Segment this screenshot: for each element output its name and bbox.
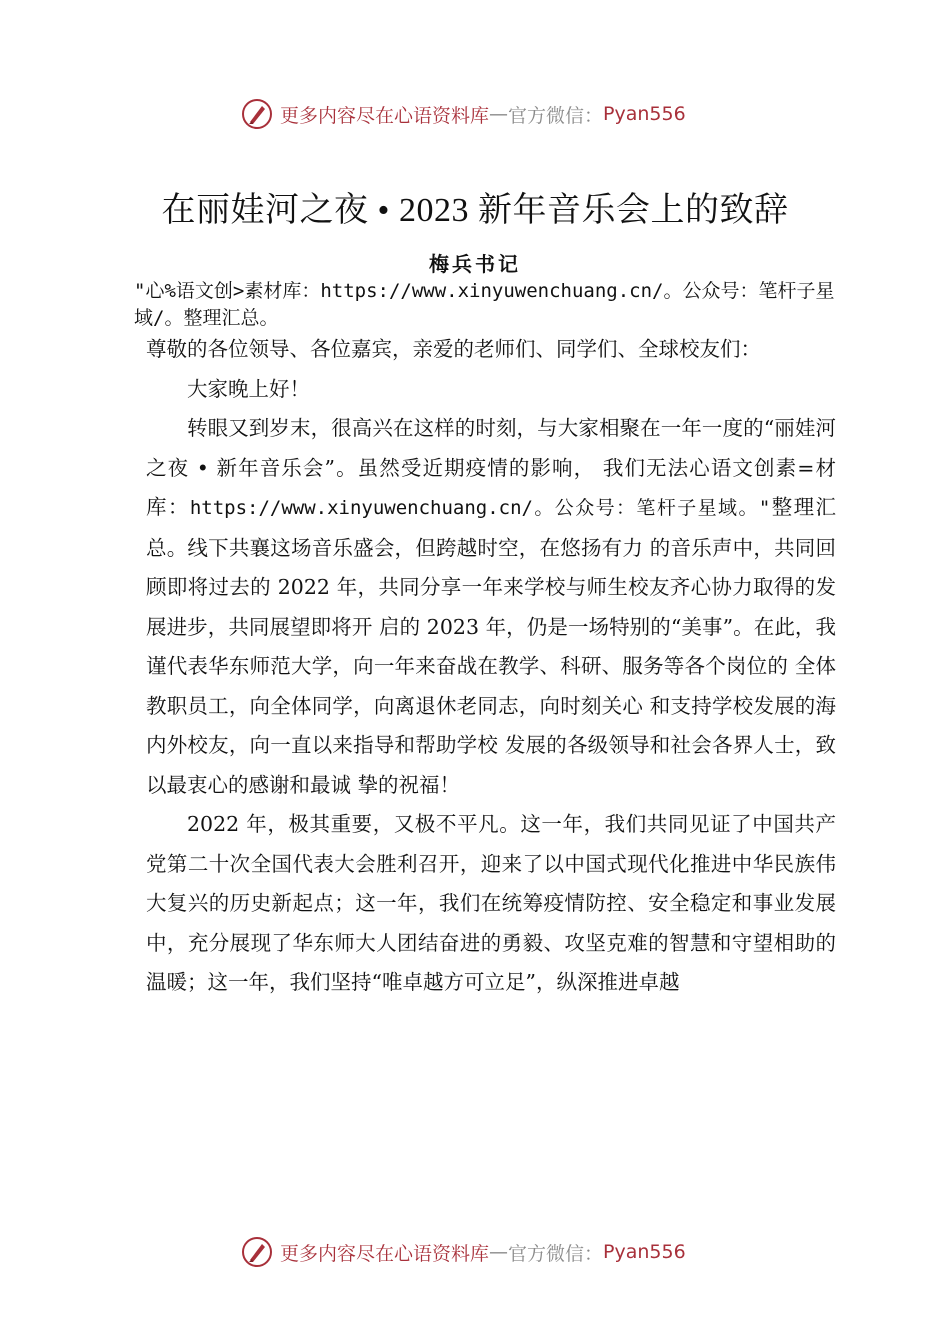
banner-prefix: 更多内容尽在心语资料库 (280, 1242, 490, 1265)
document-author: 梅兵书记 (429, 252, 521, 276)
paragraph-intro (146, 409, 836, 805)
paragraph-salutation: 尊敬的各位领导、各位嘉宾，亲爱的老师们、同学们、全球校友们： (146, 337, 761, 361)
header-watermark-banner (240, 96, 686, 132)
banner-wechat-label: 官方微信： (508, 104, 604, 127)
footer-watermark-banner (240, 1234, 686, 1270)
banner-wechat-label: 官方微信： (508, 1242, 604, 1265)
paragraph-intro-part-a: 转眼又到岁末，很高兴在这样的时刻，与大家相聚在一年一度的“丽娃河之夜 • 新年音乐会”。虽然受近期疫情的影响， 我们无法心语文创素=材库： (146, 416, 836, 519)
banner-dash: — (489, 1241, 509, 1263)
banner-wechat-id: Pyan556 (603, 103, 686, 125)
paragraph-2022-review: 2022 年，极其重要，又极不平凡。这一年，我们共同见证了中国共产党第二十次全国代表大会胜利召开，迎来了以中国式现代化推进中华民族伟大复兴的历史新起点；这一年，我们在统筹疫情防控、安全稳定和事业发展中，充分展现了华东师大人团结奋进的勇毅、攻坚克难的智慧和守望相助的温暖；这一年，我们坚持“唯卓越方可立足”，纵深推进卓越 (146, 812, 836, 994)
paragraph-intro-part-c: 整理汇总。线下共襄这场音乐盛会，但跨越时空，在悠扬有力 的音乐声中，共同回顾即将过去的 2022 年，共同分享一年来学校与师生校友齐心协力取得的发展进步，共同展望即将开 启的 2023 年，仍是一场特别的“美事”。在此，我谨代表华东师范大学，向一年来奋战在教学、科研、服务等各个岗位的 全体教职员工，向全体同学，向离退休老同志，向时刻关心 和支持学校发展的海内外校友，向一直以来指导和帮助学校 发展的各级领导和社会各界人士，致以最衷心的感谢和最诚 挚的祝福！ (146, 495, 837, 797)
banner-prefix: 更多内容尽在心语资料库 (280, 104, 490, 127)
paragraph-greeting: 大家晚上好！ (187, 376, 310, 401)
paragraph-intro-url: https://www.xinyuwenchuang.cn/。公众号：笔杆子星域。" (189, 497, 771, 519)
pen-logo-icon (240, 97, 274, 131)
document-body (146, 330, 836, 1003)
banner-wechat-id: Pyan556 (603, 1241, 686, 1263)
banner-dash: — (489, 103, 509, 125)
document-title: 在丽娃河之夜 • 2023 新年音乐会上的致辞 (161, 192, 789, 229)
pen-logo-icon (240, 1235, 274, 1269)
source-note: "心%语文创>素材库：https://www.xinyuwenchuang.cn/。公众号：笔杆子星域/。整理汇总。 (134, 280, 835, 329)
